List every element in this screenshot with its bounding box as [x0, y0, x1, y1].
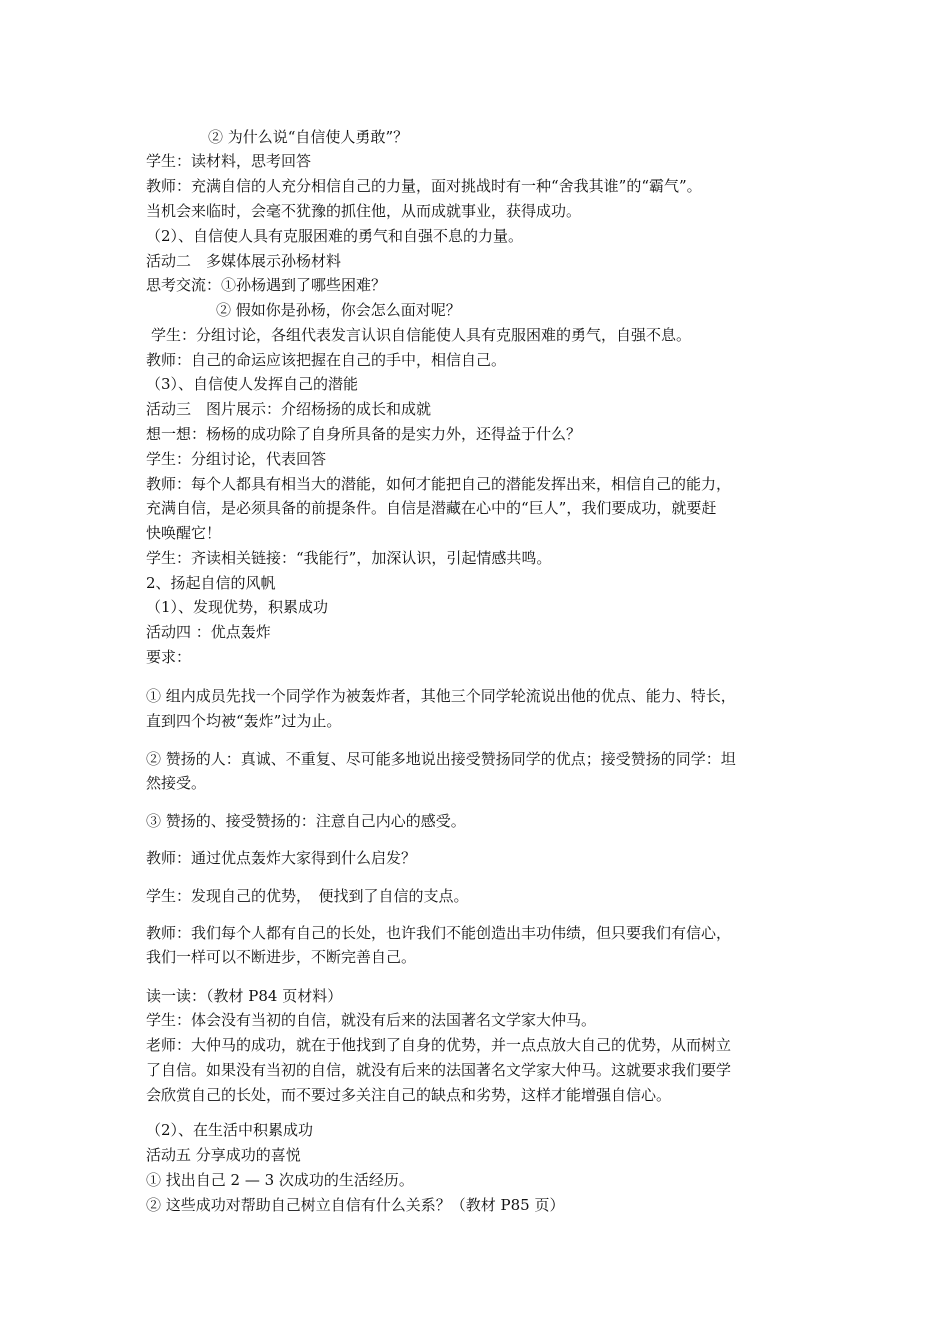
text-line: 教师：自己的命运应该把握在自己的手中，相信自己。	[146, 351, 507, 369]
text-line: 然接受。	[146, 774, 207, 792]
activity-heading: 活动二 多媒体展示孙杨材料	[146, 252, 342, 270]
text-line: 思考交流：①孙杨遇到了哪些困难？	[146, 276, 387, 294]
section-heading: （2）、自信使人具有克服困难的勇气和自强不息的力量。	[146, 227, 524, 245]
activity-heading: 活动五 分享成功的喜悦	[146, 1146, 301, 1164]
text-line: ① 找出自己 2 — 3 次成功的生活经历。	[146, 1171, 414, 1189]
section-heading: （2）、在生活中积累成功	[146, 1121, 314, 1139]
text-line: 老师：大仲马的成功，就在于他找到了自身的优势，并一点点放大自己的优势，从而树立	[146, 1036, 732, 1054]
text-line: 快唤醒它！	[146, 524, 222, 542]
text-line: 学生：体会没有当初的自信，就没有后来的法国著名文学家大仲马。	[146, 1011, 597, 1029]
text-line: 学生：读材料，思考回答	[146, 152, 312, 170]
text-line: 学生：发现自己的优势， 便找到了自信的支点。	[146, 887, 469, 905]
section-heading: （1）、发现优势，积累成功	[146, 598, 329, 616]
text-line: 读一读：（教材 P84 页材料）	[146, 987, 343, 1005]
text-line: 学生：齐读相关链接：“我能行”，加深认识，引起情感共鸣。	[146, 549, 552, 567]
text-line: 教师：每个人都具有相当大的潜能，如何才能把自己的潜能发挥出来，相信自己的能力，	[146, 475, 732, 493]
section-heading: 2、扬起自信的风帆	[146, 574, 276, 592]
text-line: ② 赞扬的人：真诚、不重复、尽可能多地说出接受赞扬同学的优点；接受赞扬的同学：坦	[146, 750, 736, 768]
text-line: 充满自信，是必须具备的前提条件。自信是潜藏在心中的“巨人”，我们要成功，就要赶	[146, 499, 717, 517]
text-line: 直到四个均被“轰炸”过为止。	[146, 712, 342, 730]
text-line: ② 为什么说“自信使人勇敢”？	[208, 128, 409, 146]
text-line: ① 组内成员先找一个同学作为被轰炸者，其他三个同学轮流说出他的优点、能力、特长，	[146, 687, 736, 705]
text-line: ② 假如你是孙杨，你会怎么面对呢？	[216, 301, 461, 319]
text-line: 教师：充满自信的人充分相信自己的力量，面对挑战时有一种“舍我其谁”的“霸气”。	[146, 177, 702, 195]
text-line: 会欣赏自己的长处，而不要过多关注自己的缺点和劣势，这样才能增强自信心。	[146, 1086, 672, 1104]
text-line: 学生：分组讨论，各组代表发言认识自信能使人具有克服困难的勇气，自强不息。	[151, 326, 692, 344]
activity-heading: 活动三 图片展示：介绍杨扬的成长和成就	[146, 400, 432, 418]
text-line: 要求：	[146, 648, 192, 666]
text-line: 学生：分组讨论，代表回答	[146, 450, 327, 468]
text-line: 教师：我们每个人都有自己的长处，也许我们不能创造出丰功伟绩，但只要我们有信心，	[146, 924, 732, 942]
section-heading: （3）、自信使人发挥自己的潜能	[146, 375, 359, 393]
text-line: 我们一样可以不断进步，不断完善自己。	[146, 948, 417, 966]
activity-heading: 活动四 ：优点轰炸	[146, 623, 271, 641]
text-line: 当机会来临时，会毫不犹豫的抓住他，从而成就事业，获得成功。	[146, 202, 582, 220]
text-line: 想一想：杨杨的成功除了自身所具备的是实力外，还得益于什么？	[146, 425, 582, 443]
text-line: 教师：通过优点轰炸大家得到什么启发？	[146, 849, 417, 867]
text-line: 了自信。如果没有当初的自信，就没有后来的法国著名文学家大仲马。这就要求我们要学	[146, 1061, 732, 1079]
text-line: ② 这些成功对帮助自己树立自信有什么关系？（教材 P85 页）	[146, 1196, 565, 1214]
text-line: ③ 赞扬的、接受赞扬的：注意自己内心的感受。	[146, 812, 466, 830]
